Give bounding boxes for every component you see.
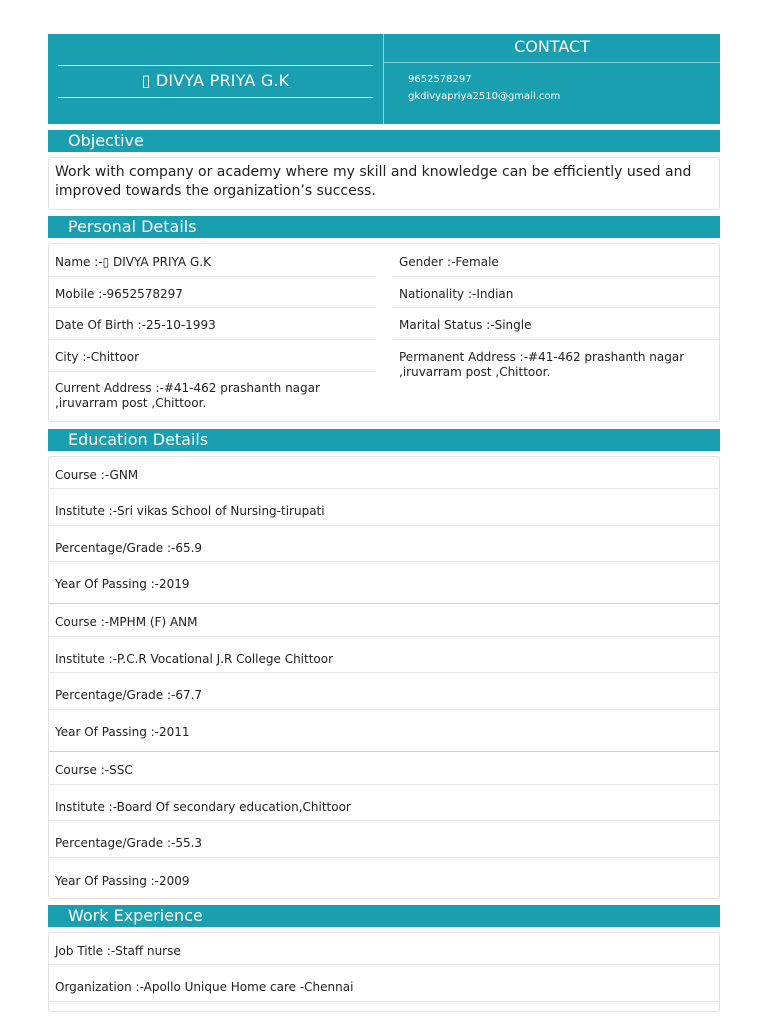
divider xyxy=(49,371,375,372)
divider xyxy=(49,1001,719,1002)
divider xyxy=(49,709,719,710)
divider xyxy=(384,62,720,63)
resume-header xyxy=(48,34,720,124)
divider xyxy=(49,561,719,562)
personal-details-heading: Personal Details xyxy=(48,216,720,238)
divider xyxy=(393,339,719,340)
work-experience-box xyxy=(48,932,720,1012)
divider xyxy=(49,784,719,785)
divider xyxy=(58,97,373,98)
personal-details-box xyxy=(48,243,720,422)
divider xyxy=(49,636,719,637)
education-details-box xyxy=(48,456,720,899)
divider xyxy=(49,857,719,858)
contact-title: CONTACT xyxy=(514,37,590,56)
divider xyxy=(58,65,373,66)
divider xyxy=(49,488,719,489)
header-contact-panel xyxy=(384,34,720,124)
personal-marital-status: Marital Status :-Single xyxy=(399,318,532,332)
objective-text: Work with company or academy where my skill and knowledge can be efficiently used and improved towards the organization’s success. xyxy=(55,164,692,199)
personal-gender: Gender :-Female xyxy=(399,255,499,269)
work-experience-heading: Work Experience xyxy=(48,905,720,927)
education-year: Year Of Passing :-2009 xyxy=(55,874,190,888)
education-institute: Institute :-Board Of secondary education,Chittoor xyxy=(55,800,351,814)
education-institute: Institute :-Sri vikas School of Nursing-tirupati xyxy=(55,504,325,518)
personal-nationality: Nationality :-Indian xyxy=(399,287,514,301)
education-course: Course :-SSC xyxy=(55,763,133,777)
education-year: Year Of Passing :-2011 xyxy=(55,725,190,739)
contact-phone: 9652578297 xyxy=(408,74,472,85)
education-entry-divider xyxy=(49,603,719,604)
divider xyxy=(49,525,719,526)
divider xyxy=(49,820,719,821)
divider xyxy=(393,276,719,277)
personal-current-address: Current Address :-#41-462 prashanth nagar ,iruvarram post ,Chittoor. xyxy=(55,381,320,410)
education-course: Course :-GNM xyxy=(55,468,139,482)
contact-email: gkdivyapriya2510@gmail.com xyxy=(408,91,561,102)
objective-heading: Objective xyxy=(48,130,720,152)
objective-box xyxy=(48,157,720,210)
personal-mobile: Mobile :-9652578297 xyxy=(55,287,183,301)
education-details-heading: Education Details xyxy=(48,429,720,451)
personal-permanent-address: Permanent Address :-#41-462 prashanth nagar ,iruvarram post ,Chittoor. xyxy=(399,350,685,379)
header-name-panel xyxy=(48,34,384,124)
education-course: Course :-MPHM (F) ANM xyxy=(55,615,198,629)
personal-name: Name :-▯ DIVYA PRIYA G.K xyxy=(55,255,211,269)
divider xyxy=(49,307,375,308)
education-grade: Percentage/Grade :-65.9 xyxy=(55,541,203,555)
education-entry-divider xyxy=(49,751,719,752)
personal-city: City :-Chittoor xyxy=(55,350,140,364)
divider xyxy=(49,339,375,340)
education-grade: Percentage/Grade :-55.3 xyxy=(55,836,203,850)
candidate-name: ▯ DIVYA PRIYA G.K xyxy=(141,71,290,90)
work-job-title: Job Title :-Staff nurse xyxy=(55,944,181,958)
education-institute: Institute :-P.C.R Vocational J.R College Chittoor xyxy=(55,652,334,666)
divider xyxy=(393,307,719,308)
divider xyxy=(49,672,719,673)
personal-dob: Date Of Birth :-25-10-1993 xyxy=(55,318,216,332)
divider xyxy=(49,964,719,965)
education-grade: Percentage/Grade :-67.7 xyxy=(55,688,203,702)
education-year: Year Of Passing :-2019 xyxy=(55,577,190,591)
divider xyxy=(49,276,375,277)
work-organization: Organization :-Apollo Unique Home care -Chennai xyxy=(55,980,354,994)
